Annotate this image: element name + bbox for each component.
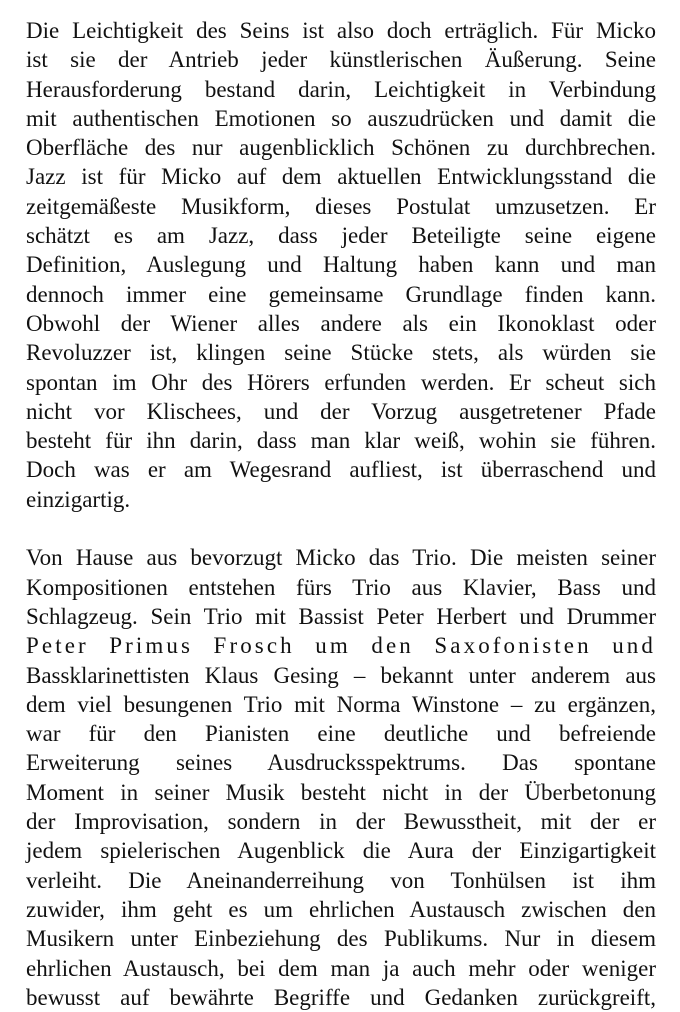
text-line: verleiht. Die Aneinanderreihung von Tonhülsen ist ihm	[26, 867, 656, 893]
text-line: Schlagzeug. Sein Trio mit Bassist Peter Herbert und Drummer	[26, 603, 656, 629]
text-line: Erweiterung seines Ausdrucksspektrums. Das spontane	[26, 750, 656, 776]
text-line: Oberfläche des nur augenblicklich Schönen zu durchbrechen.	[26, 135, 656, 161]
text-line: Die Leichtigkeit des Seins ist also doch erträglich. Für Micko	[26, 18, 656, 43]
text-line: zuwider, ihm geht es um ehrlichen Austausch zwischen den	[26, 896, 656, 922]
text-line: schätzt es am Jazz, dass jeder Beteiligte seine eigene	[26, 223, 656, 249]
paragraph-2	[26, 543, 656, 1012]
paragraph-gap	[26, 514, 656, 543]
text-line: bewusst auf bewährte Begriffe und Gedanken zurückgreift,	[26, 984, 656, 1010]
text-line: Definition, Auslegung und Haltung haben kann und man	[26, 252, 656, 278]
paragraph-1	[26, 16, 656, 514]
text-line: Jazz ist für Micko auf dem aktuellen Entwicklungsstand die	[26, 164, 656, 190]
text-line: Revoluzzer ist, klingen seine Stücke stets, als würden sie	[26, 340, 656, 366]
text-line: dennoch immer eine gemeinsame Grundlage finden kann.	[26, 281, 656, 307]
text-line: einzigartig.	[26, 486, 131, 512]
text-line: Moment in seiner Musik besteht nicht in der Überbetonung	[26, 779, 656, 805]
text-line: Peter Primus Frosch um den Saxofonisten und	[26, 633, 656, 659]
text-line: ehrlichen Austausch, bei dem man ja auch mehr oder weniger	[26, 955, 656, 981]
text-line: der Improvisation, sondern in der Bewusstheit, mit der er	[26, 809, 656, 835]
text-line: war für den Pianisten eine deutliche und befreiende	[26, 721, 656, 747]
text-line: ist sie der Antrieb jeder künstlerischen Äußerung. Seine	[26, 47, 656, 73]
text-line: dem viel besungenen Trio mit Norma Winstone – zu ergänzen,	[26, 691, 656, 717]
text-line: Musikern unter Einbeziehung des Publikums. Nur in diesem	[26, 926, 656, 952]
text-line: mit authentischen Emotionen so auszudrücken und damit die	[26, 105, 656, 131]
text-line: Von Hause aus bevorzugt Micko das Trio. Die meisten seiner	[26, 545, 656, 571]
text-line: Herausforderung bestand darin, Leichtigkeit in Verbindung	[26, 76, 656, 102]
text-line: jedem spielerischen Augenblick die Aura der Einzigartigkeit	[26, 838, 656, 864]
text-line: Bassklarinettisten Klaus Gesing – bekannt unter anderem aus	[26, 662, 656, 688]
text-line: Kompositionen entstehen fürs Trio aus Klavier, Bass und	[26, 574, 656, 600]
text-line: Obwohl der Wiener alles andere als ein Ikonoklast oder	[26, 310, 656, 336]
text-line: Doch was er am Wegesrand aufliest, ist überraschend und	[26, 457, 656, 483]
text-line: spontan im Ohr des Hörers erfunden werden. Er scheut sich	[26, 369, 656, 395]
text-line: besteht für ihn darin, dass man klar weiß, wohin sie führen.	[26, 428, 656, 454]
text-line: nicht vor Klischees, und der Vorzug ausgetretener Pfade	[26, 398, 656, 424]
document-page	[26, 16, 656, 1012]
text-line: zeitgemäßeste Musikform, dieses Postulat umzusetzen. Er	[26, 193, 656, 219]
